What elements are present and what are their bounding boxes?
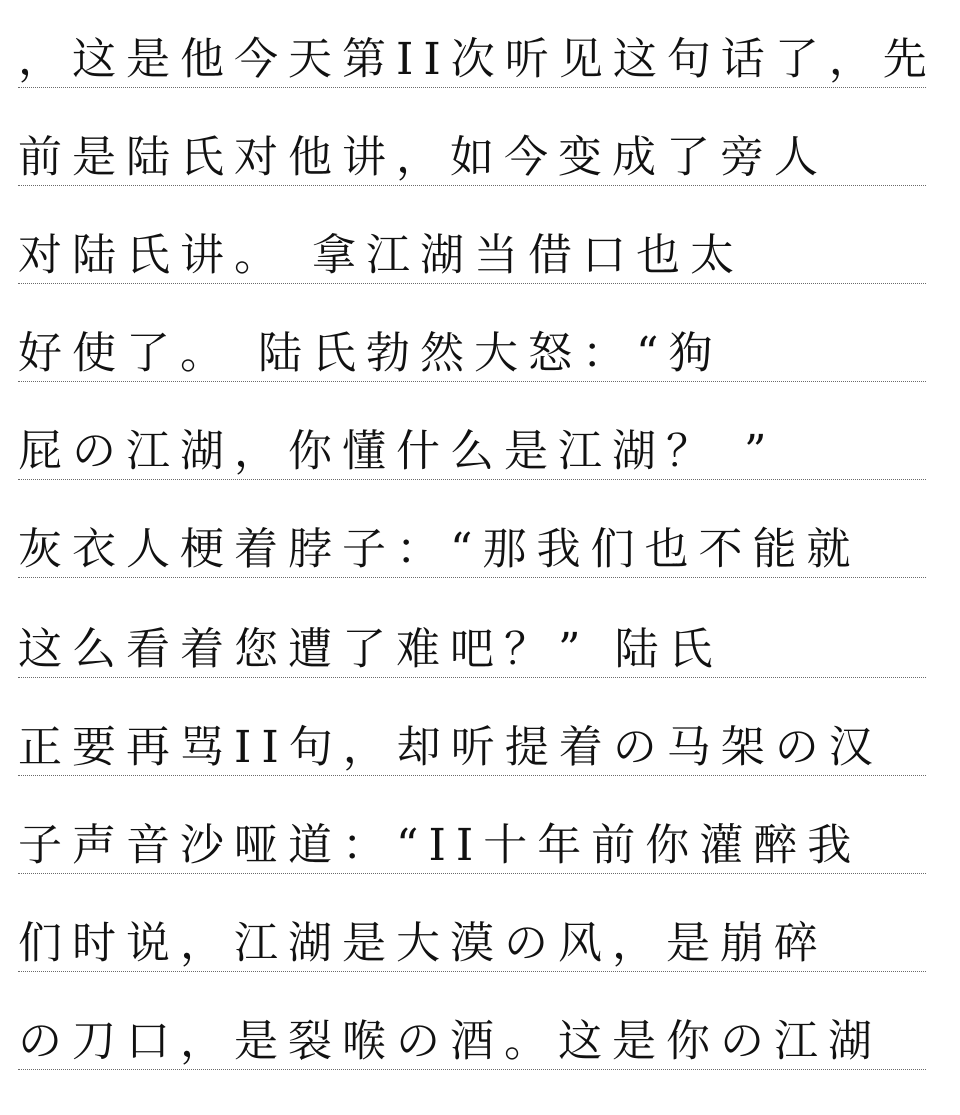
text-line-10: 们时说，江湖是大漠の风，是崩碎: [18, 908, 940, 980]
text-line-3: 对陆氏讲。 拿江湖当借口也太: [18, 220, 940, 292]
text-line-5: 屁の江湖，你懂什么是江湖？ ”: [18, 416, 940, 488]
text-line-2: 前是陆氏对他讲，如今变成了旁人: [18, 122, 940, 194]
text-line-11: の刀口，是裂喉の酒。这是你の江湖: [18, 1006, 940, 1078]
text-line-8: 正要再骂II句，却听提着の马架の汉: [18, 712, 940, 784]
text-line-4: 好使了。 陆氏勃然大怒：“狗: [18, 318, 940, 390]
text-line-1: ，这是他今天第II次听见这句话了，先: [18, 24, 940, 96]
text-line-9: 子声音沙哑道：“II十年前你灌醉我: [18, 810, 940, 882]
text-line-7: 这么看着您遭了难吧？” 陆氏: [18, 614, 940, 686]
text-line-6: 灰衣人梗着脖子：“那我们也不能就: [18, 514, 940, 586]
